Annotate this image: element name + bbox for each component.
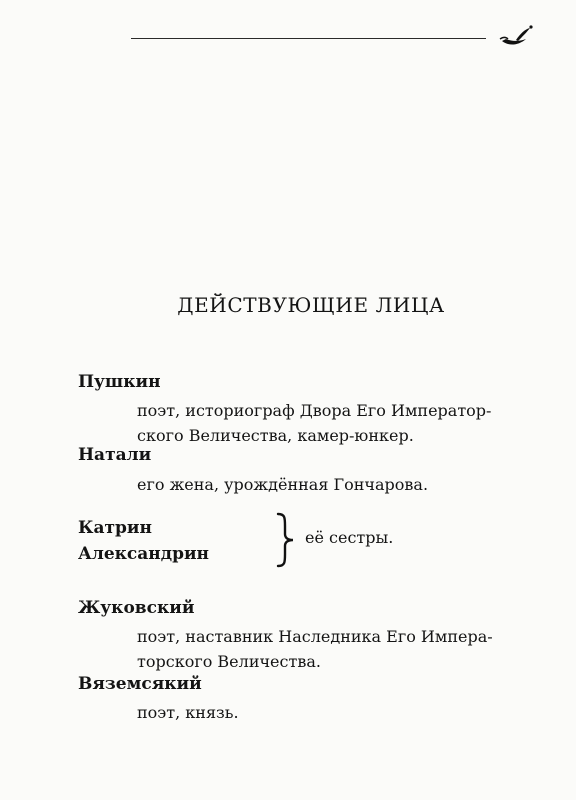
desc-line: поэт, историограф Двора Его Император-: [137, 401, 492, 420]
desc-line: ского Величества, камер-юнкер.: [137, 426, 414, 445]
character-name-katrin: Катрин: [78, 518, 152, 538]
character-name-vyazemsky: Вяземсякий: [78, 674, 202, 694]
page-title: ДЕЙСТВУЮЩИЕ ЛИЦА: [177, 293, 445, 317]
character-name-aleksandrin: Александрин: [78, 544, 210, 564]
character-name-pushkin: Пушкин: [78, 372, 161, 392]
character-desc-vyazemsky: [137, 700, 239, 725]
desc-line: поэт, князь.: [137, 703, 239, 722]
character-name-natali: Натали: [78, 445, 152, 465]
character-desc-pushkin: [137, 398, 491, 448]
curly-brace-icon: [274, 512, 298, 568]
character-desc-zhukovsky: [137, 624, 493, 674]
character-name-zhukovsky: Жуковский: [78, 598, 195, 618]
sisters-desc: её сестры.: [305, 528, 394, 547]
desc-line: поэт, наставник Наследника Его Импера-: [137, 627, 493, 646]
desc-line: его жена, урождённая Гончарова.: [137, 475, 429, 494]
header-rule: [131, 38, 486, 39]
desc-line: торского Величества.: [137, 652, 321, 671]
leaf-ornament-icon: [496, 22, 534, 50]
character-desc-natali: [137, 472, 428, 497]
